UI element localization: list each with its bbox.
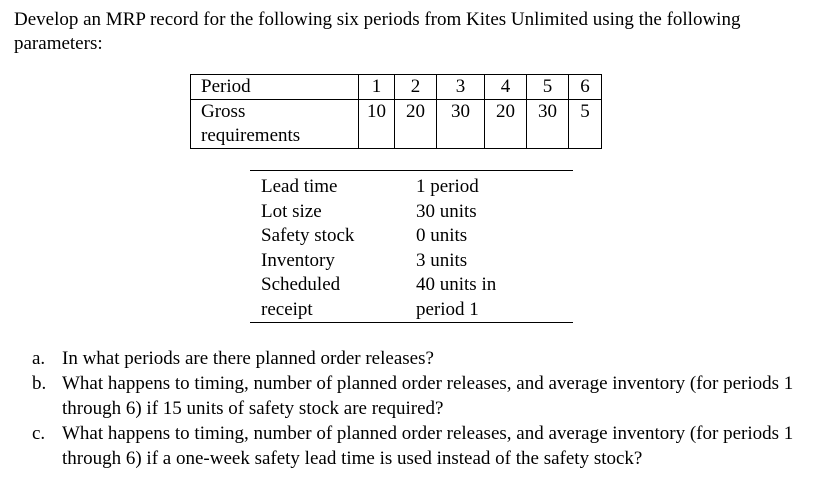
gross-requirements-label xyxy=(191,100,359,149)
period-cell: 5 xyxy=(527,75,569,100)
parameter-values xyxy=(416,175,496,322)
period-cell: 1 xyxy=(359,75,395,100)
parameters-table xyxy=(250,170,573,323)
inventory-value: 3 units xyxy=(416,249,468,271)
gross-cell: 30 xyxy=(437,100,485,149)
question-letter: c. xyxy=(32,423,46,444)
period-label: Period xyxy=(191,75,359,100)
period-cell: 2 xyxy=(395,75,437,100)
safety-stock-value: 0 units xyxy=(416,225,468,246)
scheduled-receipt-value-line2: period 1 xyxy=(416,298,479,320)
lead-time-value: 1 period xyxy=(416,176,479,197)
gross-cell: 30 xyxy=(527,100,569,149)
lead-time-label: Lead time xyxy=(261,176,338,197)
gross-cell: 20 xyxy=(485,100,527,149)
gross-requirements-row xyxy=(191,100,602,149)
inventory-label: Inventory xyxy=(261,249,335,271)
safety-stock-label: Safety stock xyxy=(261,225,355,246)
problem-intro: Develop an MRP record for the following six periods from Kites Unlimited using the following parameters: xyxy=(14,9,741,54)
lot-size-label: Lot size xyxy=(261,200,322,222)
period-row xyxy=(191,75,602,100)
question-letter: b. xyxy=(32,373,47,394)
question-text: In what periods are there planned order releases? xyxy=(62,348,434,369)
period-cell: 3 xyxy=(437,75,485,100)
question-c xyxy=(32,421,812,471)
scheduled-receipt-label-line1: Scheduled xyxy=(261,274,341,295)
question-a xyxy=(32,346,812,371)
parameter-labels xyxy=(261,175,354,322)
question-text: What happens to timing, number of planned order releases, and average inventory (for periods 1 through 6) if 15 units of safety stock are required? xyxy=(62,373,794,419)
question-text: What happens to timing, number of planned order releases, and average inventory (for periods 1 through 6) if a one-week safety lead time is used instead of the safety stock? xyxy=(62,423,794,469)
mrp-gross-requirements-table xyxy=(190,74,602,149)
period-cell: 4 xyxy=(485,75,527,100)
gross-label-line1: Gross xyxy=(201,101,246,122)
scheduled-receipt-value-line1: 40 units in xyxy=(416,274,497,295)
scheduled-receipt-label-line2: receipt xyxy=(261,298,313,320)
question-b xyxy=(32,371,812,421)
period-cell: 6 xyxy=(569,75,602,100)
gross-label-line2: requirements xyxy=(201,125,301,146)
lot-size-value: 30 units xyxy=(416,200,477,222)
question-letter: a. xyxy=(32,348,46,369)
gross-cell: 20 xyxy=(395,100,437,149)
gross-cell: 10 xyxy=(359,100,395,149)
gross-cell: 5 xyxy=(569,100,602,149)
question-list xyxy=(32,346,812,471)
